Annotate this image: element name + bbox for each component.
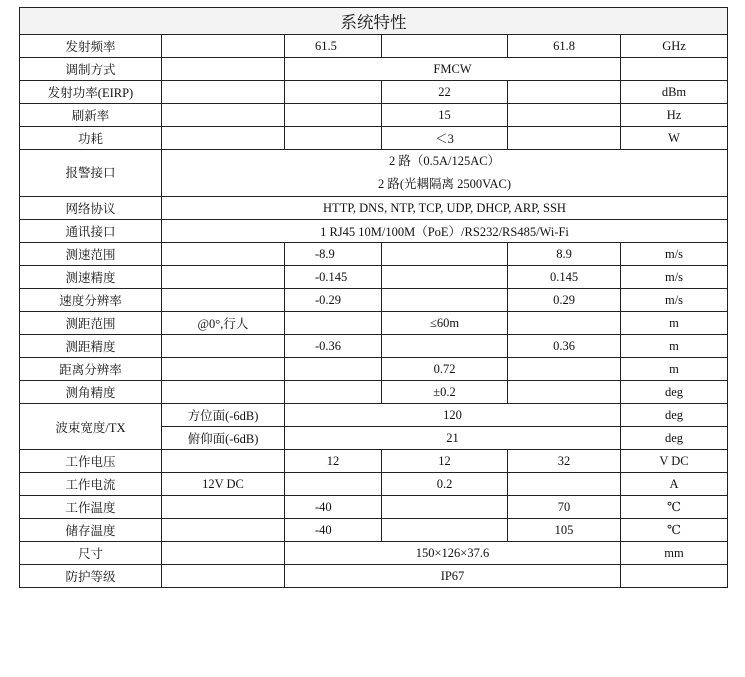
unit: V DC <box>621 450 728 473</box>
table-row <box>20 473 728 496</box>
table-row <box>20 565 728 588</box>
table-row <box>20 450 728 473</box>
table-row <box>20 150 728 197</box>
max-value: 105 <box>508 519 621 542</box>
table-title-row <box>20 8 728 35</box>
typ-value: 0.72 <box>382 358 508 381</box>
param-name: 测距范围 <box>20 312 162 335</box>
typ-value: ＜3 <box>382 127 508 150</box>
typ-value: ≤60m <box>382 312 508 335</box>
min-value <box>285 358 382 381</box>
unit <box>621 565 728 588</box>
param-name: 工作电流 <box>20 473 162 496</box>
typ-value <box>382 289 508 312</box>
min-value <box>285 81 382 104</box>
param-name: 通讯接口 <box>20 220 162 243</box>
min-value: -8.9 <box>285 243 382 266</box>
condition: 12V DC <box>162 473 285 496</box>
table-title: 系统特性 <box>20 8 728 35</box>
max-value: 0.36 <box>508 335 621 358</box>
table-row <box>20 312 728 335</box>
unit: m <box>621 312 728 335</box>
condition <box>162 104 285 127</box>
param-name: 距离分辨率 <box>20 358 162 381</box>
param-name: 发射频率 <box>20 35 162 58</box>
typ-value: ±0.2 <box>382 381 508 404</box>
table-row <box>20 358 728 381</box>
table-row <box>20 289 728 312</box>
param-name: 储存温度 <box>20 519 162 542</box>
min-value: -0.36 <box>285 335 382 358</box>
unit: deg <box>621 404 728 427</box>
typ-value: 21 <box>285 427 621 450</box>
param-name: 报警接口 <box>20 150 162 197</box>
typ-value <box>382 519 508 542</box>
min-value: 12 <box>285 450 382 473</box>
condition <box>162 542 285 565</box>
condition <box>162 266 285 289</box>
min-value: -0.29 <box>285 289 382 312</box>
condition: @0°,行人 <box>162 312 285 335</box>
condition <box>162 450 285 473</box>
param-name: 测角精度 <box>20 381 162 404</box>
table-row <box>20 381 728 404</box>
param-name: 功耗 <box>20 127 162 150</box>
unit: m/s <box>621 243 728 266</box>
table-row <box>20 542 728 565</box>
param-name: 网络协议 <box>20 197 162 220</box>
spec-table <box>19 7 728 588</box>
min-value <box>285 104 382 127</box>
unit: Hz <box>621 104 728 127</box>
max-value <box>508 358 621 381</box>
max-value: 0.29 <box>508 289 621 312</box>
typ-value: 0.2 <box>382 473 508 496</box>
alarm-line-1: 2 路（0.5A/125AC） <box>388 154 501 168</box>
param-name: 调制方式 <box>20 58 162 81</box>
max-value: 0.145 <box>508 266 621 289</box>
unit: m <box>621 335 728 358</box>
unit: ℃ <box>621 496 728 519</box>
condition: 俯仰面(-6dB) <box>162 427 285 450</box>
table-row <box>20 335 728 358</box>
param-name: 刷新率 <box>20 104 162 127</box>
typ-value <box>382 266 508 289</box>
param-name: 测距精度 <box>20 335 162 358</box>
param-name: 防护等级 <box>20 565 162 588</box>
table-row <box>20 58 728 81</box>
table-row <box>20 404 728 427</box>
typ-value: 150×126×37.6 <box>285 542 621 565</box>
max-value <box>508 312 621 335</box>
typ-value: IP67 <box>285 565 621 588</box>
table-row <box>20 519 728 542</box>
param-name: 工作电压 <box>20 450 162 473</box>
alarm-line-2: 2 路(光耦隔离 2500VAC) <box>377 177 512 191</box>
table-row <box>20 220 728 243</box>
max-value <box>508 127 621 150</box>
unit: m <box>621 358 728 381</box>
condition <box>162 496 285 519</box>
max-value: 61.8 <box>508 35 621 58</box>
max-value: 8.9 <box>508 243 621 266</box>
table-row <box>20 35 728 58</box>
table-row <box>20 243 728 266</box>
min-value: -40 <box>285 496 382 519</box>
unit: m/s <box>621 289 728 312</box>
table-row <box>20 81 728 104</box>
unit: m/s <box>621 266 728 289</box>
typ-value: 22 <box>382 81 508 104</box>
table-row <box>20 127 728 150</box>
min-value: -40 <box>285 519 382 542</box>
typ-value <box>382 35 508 58</box>
param-name: 波束宽度/TX <box>20 404 162 450</box>
max-value <box>508 473 621 496</box>
max-value <box>508 104 621 127</box>
table-row <box>20 104 728 127</box>
condition <box>162 289 285 312</box>
typ-value <box>382 496 508 519</box>
condition <box>162 381 285 404</box>
unit: deg <box>621 427 728 450</box>
unit: ℃ <box>621 519 728 542</box>
condition <box>162 35 285 58</box>
condition <box>162 519 285 542</box>
condition <box>162 565 285 588</box>
typ-value: 12 <box>382 450 508 473</box>
condition <box>162 58 285 81</box>
typ-value <box>382 243 508 266</box>
interface-value: 1 RJ45 10M/100M（PoE）/RS232/RS485/Wi-Fi <box>162 220 728 243</box>
unit: deg <box>621 381 728 404</box>
unit: mm <box>621 542 728 565</box>
param-name: 尺寸 <box>20 542 162 565</box>
param-name: 速度分辨率 <box>20 289 162 312</box>
param-name: 工作温度 <box>20 496 162 519</box>
alarm-interface-value <box>162 150 728 197</box>
max-value <box>508 381 621 404</box>
condition <box>162 81 285 104</box>
max-value: 70 <box>508 496 621 519</box>
condition <box>162 335 285 358</box>
table-row <box>20 496 728 519</box>
typ-value <box>382 335 508 358</box>
protocol-value: HTTP, DNS, NTP, TCP, UDP, DHCP, ARP, SSH <box>162 197 728 220</box>
typ-value: FMCW <box>285 58 621 81</box>
table-row <box>20 197 728 220</box>
condition: 方位面(-6dB) <box>162 404 285 427</box>
max-value: 32 <box>508 450 621 473</box>
unit: A <box>621 473 728 496</box>
min-value <box>285 127 382 150</box>
typ-value: 120 <box>285 404 621 427</box>
min-value <box>285 473 382 496</box>
unit: W <box>621 127 728 150</box>
condition <box>162 127 285 150</box>
min-value: -0.145 <box>285 266 382 289</box>
table-row <box>20 266 728 289</box>
condition <box>162 243 285 266</box>
unit: GHz <box>621 35 728 58</box>
param-name: 测速精度 <box>20 266 162 289</box>
unit: dBm <box>621 81 728 104</box>
unit <box>621 58 728 81</box>
min-value <box>285 312 382 335</box>
max-value <box>508 81 621 104</box>
param-name: 发射功率(EIRP) <box>20 81 162 104</box>
condition <box>162 358 285 381</box>
typ-value: 15 <box>382 104 508 127</box>
min-value: 61.5 <box>285 35 382 58</box>
min-value <box>285 381 382 404</box>
param-name: 测速范围 <box>20 243 162 266</box>
